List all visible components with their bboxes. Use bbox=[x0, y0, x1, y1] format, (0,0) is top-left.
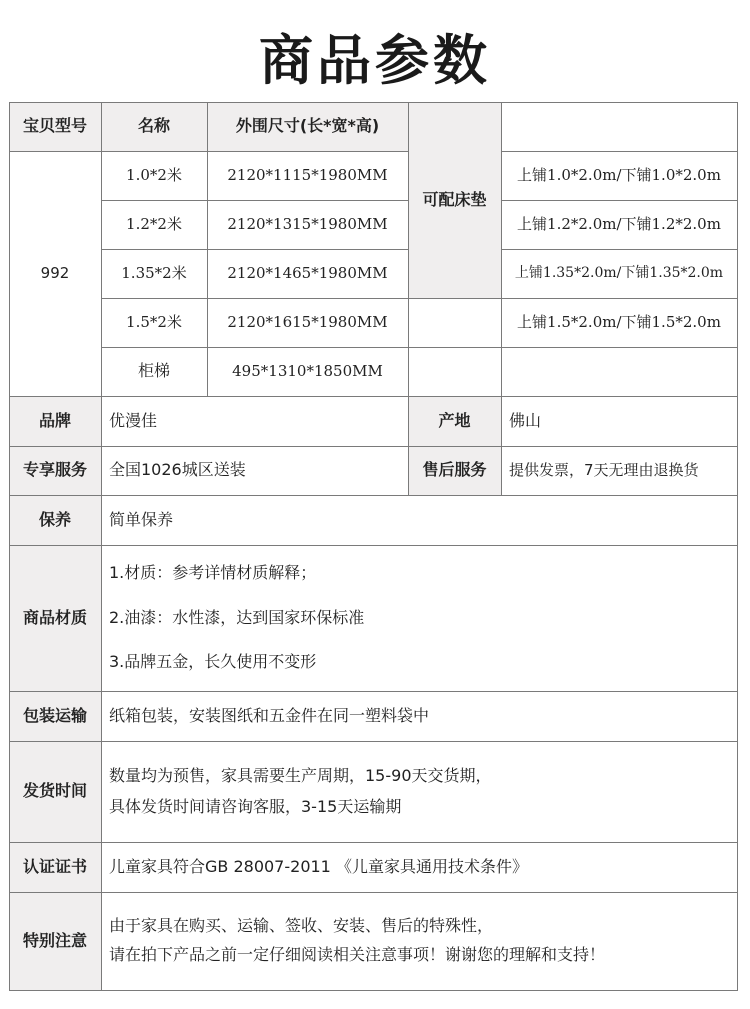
row-size: 495*1310*1850MM bbox=[232, 361, 383, 380]
notice-label: 特别注意 bbox=[9, 892, 101, 990]
material-value bbox=[101, 545, 737, 691]
certification-label: 认证证书 bbox=[9, 842, 101, 892]
table-divider bbox=[101, 298, 738, 299]
after-sales-value: 提供发票，7天无理由退换货 bbox=[509, 460, 699, 479]
page-title: 商品参数 bbox=[259, 29, 491, 92]
table-divider bbox=[9, 741, 738, 742]
notice-line: 请在拍下产品之前一定仔细阅读相关注意事项！谢谢您的理解和支持！ bbox=[109, 945, 606, 964]
table-divider bbox=[501, 249, 738, 250]
service-label: 专享服务 bbox=[9, 446, 101, 495]
table-border bbox=[9, 102, 738, 103]
material-line: 3.品牌五金，长久使用不变形 bbox=[109, 652, 317, 672]
table-divider bbox=[501, 151, 738, 152]
table-divider bbox=[9, 691, 738, 692]
table-divider bbox=[9, 892, 738, 893]
row-mattress: 上铺1.2*2.0m/下铺1.2*2.0m bbox=[517, 214, 721, 233]
origin-value: 佛山 bbox=[509, 410, 542, 430]
delivery-value bbox=[101, 741, 737, 842]
model-value: 992 bbox=[40, 263, 70, 282]
after-sales-label: 售后服务 bbox=[408, 446, 501, 495]
row-name: 柜梯 bbox=[137, 361, 170, 381]
material-line: 1.材质：参考详情材质解释； bbox=[109, 562, 317, 582]
table-border bbox=[9, 102, 10, 990]
table-border bbox=[737, 102, 738, 990]
row-mattress: 上铺1.0*2.0m/下铺1.0*2.0m bbox=[517, 165, 721, 184]
table-divider bbox=[9, 396, 738, 397]
table-divider bbox=[101, 102, 102, 990]
notice-line: 由于家具在购买、运输、签收、安装、售后的特殊性， bbox=[109, 916, 494, 936]
name-label: 名称 bbox=[101, 102, 207, 151]
material-line: 2.油漆：水性漆，达到国家环保标准 bbox=[109, 607, 365, 627]
certification-value: 儿童家具符合GB 28007-2011 《儿童家具通用技术条件》 bbox=[109, 856, 528, 876]
table-divider bbox=[9, 545, 738, 546]
delivery-line: 数量均为预售，家具需要生产周期，15-90天交货期， bbox=[109, 765, 492, 785]
table-divider bbox=[501, 200, 738, 201]
notice-value bbox=[101, 892, 737, 990]
row-size: 2120*1465*1980MM bbox=[227, 263, 388, 282]
table-divider bbox=[9, 151, 408, 152]
table-divider bbox=[101, 249, 408, 250]
row-mattress: 上铺1.5*2.0m/下铺1.5*2.0m bbox=[517, 312, 721, 331]
row-size: 2120*1115*1980MM bbox=[227, 165, 388, 184]
delivery-label: 发货时间 bbox=[9, 741, 101, 842]
brand-value: 优漫佳 bbox=[109, 410, 158, 430]
table-divider bbox=[9, 842, 738, 843]
service-value: 全国1026城区送装 bbox=[109, 460, 246, 480]
packaging-label: 包装运输 bbox=[9, 691, 101, 741]
size-label: 外围尺寸(长*宽*高) bbox=[207, 102, 408, 151]
delivery-line: 具体发货时间请咨询客服，3-15天运输期 bbox=[109, 796, 402, 816]
material-label: 商品材质 bbox=[9, 545, 101, 691]
mattress-label: 可配床垫 bbox=[408, 102, 501, 298]
table-border bbox=[9, 990, 738, 991]
row-name: 1.2*2米 bbox=[126, 214, 182, 233]
table-divider bbox=[101, 347, 738, 348]
brand-label: 品牌 bbox=[9, 396, 101, 446]
row-mattress: 上铺1.35*2.0m/下铺1.35*2.0m bbox=[514, 265, 724, 282]
model-label: 宝贝型号 bbox=[9, 102, 101, 151]
maintenance-label: 保养 bbox=[9, 495, 101, 545]
row-name: 1.0*2米 bbox=[126, 165, 182, 184]
row-size: 2120*1615*1980MM bbox=[227, 312, 388, 331]
row-size: 2120*1315*1980MM bbox=[227, 214, 388, 233]
maintenance-value: 简单保养 bbox=[109, 509, 174, 529]
table-divider bbox=[9, 495, 738, 496]
row-name: 1.35*2米 bbox=[121, 263, 187, 282]
packaging-value: 纸箱包装，安装图纸和五金件在同一塑料袋中 bbox=[109, 705, 430, 725]
row-name: 1.5*2米 bbox=[126, 312, 182, 331]
table-divider bbox=[101, 200, 408, 201]
origin-label: 产地 bbox=[408, 396, 501, 446]
table-divider bbox=[9, 446, 738, 447]
